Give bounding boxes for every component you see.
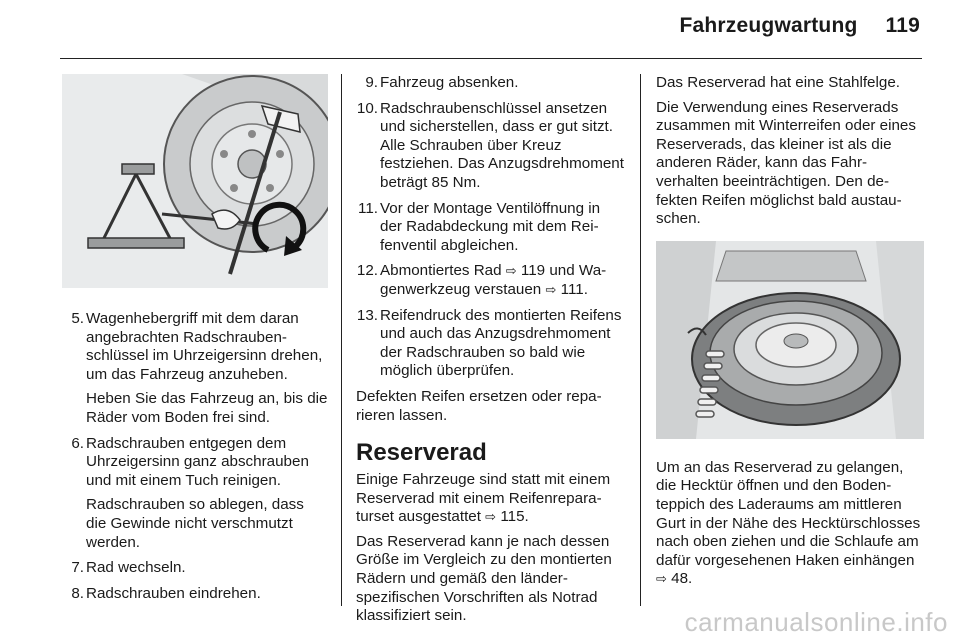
list-item: 11. Vor der Montage Ventilöffnung in der Radabdeckung mit dem Reifenventil abgleichen. [358,199,601,254]
column-divider-1 [341,74,342,606]
page-reference-arrow-icon: ⇨ [505,263,517,279]
body-text: Defekten Reifen ersetzen oder reparieren lassen. [356,387,602,424]
column-divider-2 [640,74,641,606]
body-text: Um an das Reserverad zu gelangen, die Hecktür öffnen und den Bodenteppich des Laderaums am mittleren Gurt in der Nähe des Hecktürschlosses nach oben ziehen und die Schlaufe am dafür vorgesehenen Haken einhängen ⇨ 48. [656,458,921,588]
step-list-2 [356,74,626,381]
list-item: 13. Reifendruck des montierten Reifens und auch das Anzugsdrehmoment der Radschrauben so bald wie möglich überprüfen. [356,306,622,380]
list-item: 9. Fahrzeug absenken. [365,74,519,91]
page-reference-link[interactable]: 111 [560,280,584,298]
list-item: 12. Abmontiertes Rad ⇨ 119 und Wagenwerkzeug verstauen ⇨ 111. [356,262,607,298]
watermark: carmanualsonline.info [684,607,948,637]
step-list-1 [62,310,328,603]
page-reference-arrow-icon: ⇨ [545,281,557,297]
list-item: 6. Radschrauben entgegen dem Uhrzeigersinn ganz abschrauben und mit einem Tuch reinigen. Radschrauben so ablegen, dass die Gewinde nicht verschmutzt werden. [71,434,309,551]
list-item: 8. Radschrauben eindrehen. [71,584,261,602]
body-text: Die Verwendung eines Reserverads zusammen mit Winterreifen oder eines Reserverads, das kleiner ist als die anderen Räder, kann das Fahrverhalten beeinträchtigen. Den defekten Reifen möglichst bald austauschen. [656,98,916,228]
body-text: Das Reserverad hat eine Stahlfelge. [656,74,900,91]
body-text: Einige Fahrzeuge sind statt mit einem Reserverad mit einem Reifenreparaturset ausgestattet ⇨ 115. [356,471,611,526]
jack-wheel-illustration [62,74,328,288]
page-reference-link[interactable]: 119 [520,262,546,280]
page-number: 119 [885,14,920,37]
page-reference-arrow-icon: ⇨ [656,571,667,587]
page-reference-arrow-icon: ⇨ [485,509,497,525]
list-item: 7. Rad wechseln. [71,559,186,577]
column-2 [356,74,626,632]
section-heading: Reserverad [356,439,487,467]
page-reference-link[interactable]: 48 [671,570,689,588]
chapter-title: Fahrzeugwartung [679,14,858,37]
list-item: 5. Wagenhebergriff mit dem daran angebrachten Radschraubenschlüssel im Uhrzeigersinn drehen, um das Fahrzeug anzuheben. Heben Sie das Fahrzeug an, bis die Räder vom Boden frei sind. [71,310,328,426]
header-rule [60,58,922,59]
spare-wheel-illustration [656,241,924,439]
column-1 [62,74,328,610]
column-3 [656,74,924,595]
list-item: 10. Radschraubenschlüssel ansetzen und sicherstellen, dass er gut sitzt. Alle Schrauben über Kreuz festziehen. Das Anzugsdrehmoment beträgt 85 Nm. [356,99,624,191]
page-header [680,14,921,38]
page-reference-link[interactable]: 115 [500,508,525,526]
body-text: Das Reserverad kann je nach dessen Größe im Vergleich zu den montierten Rädern und gemäß den länderspezifischen Vorschriften als Notrad klassifiziert sein. [356,532,612,625]
